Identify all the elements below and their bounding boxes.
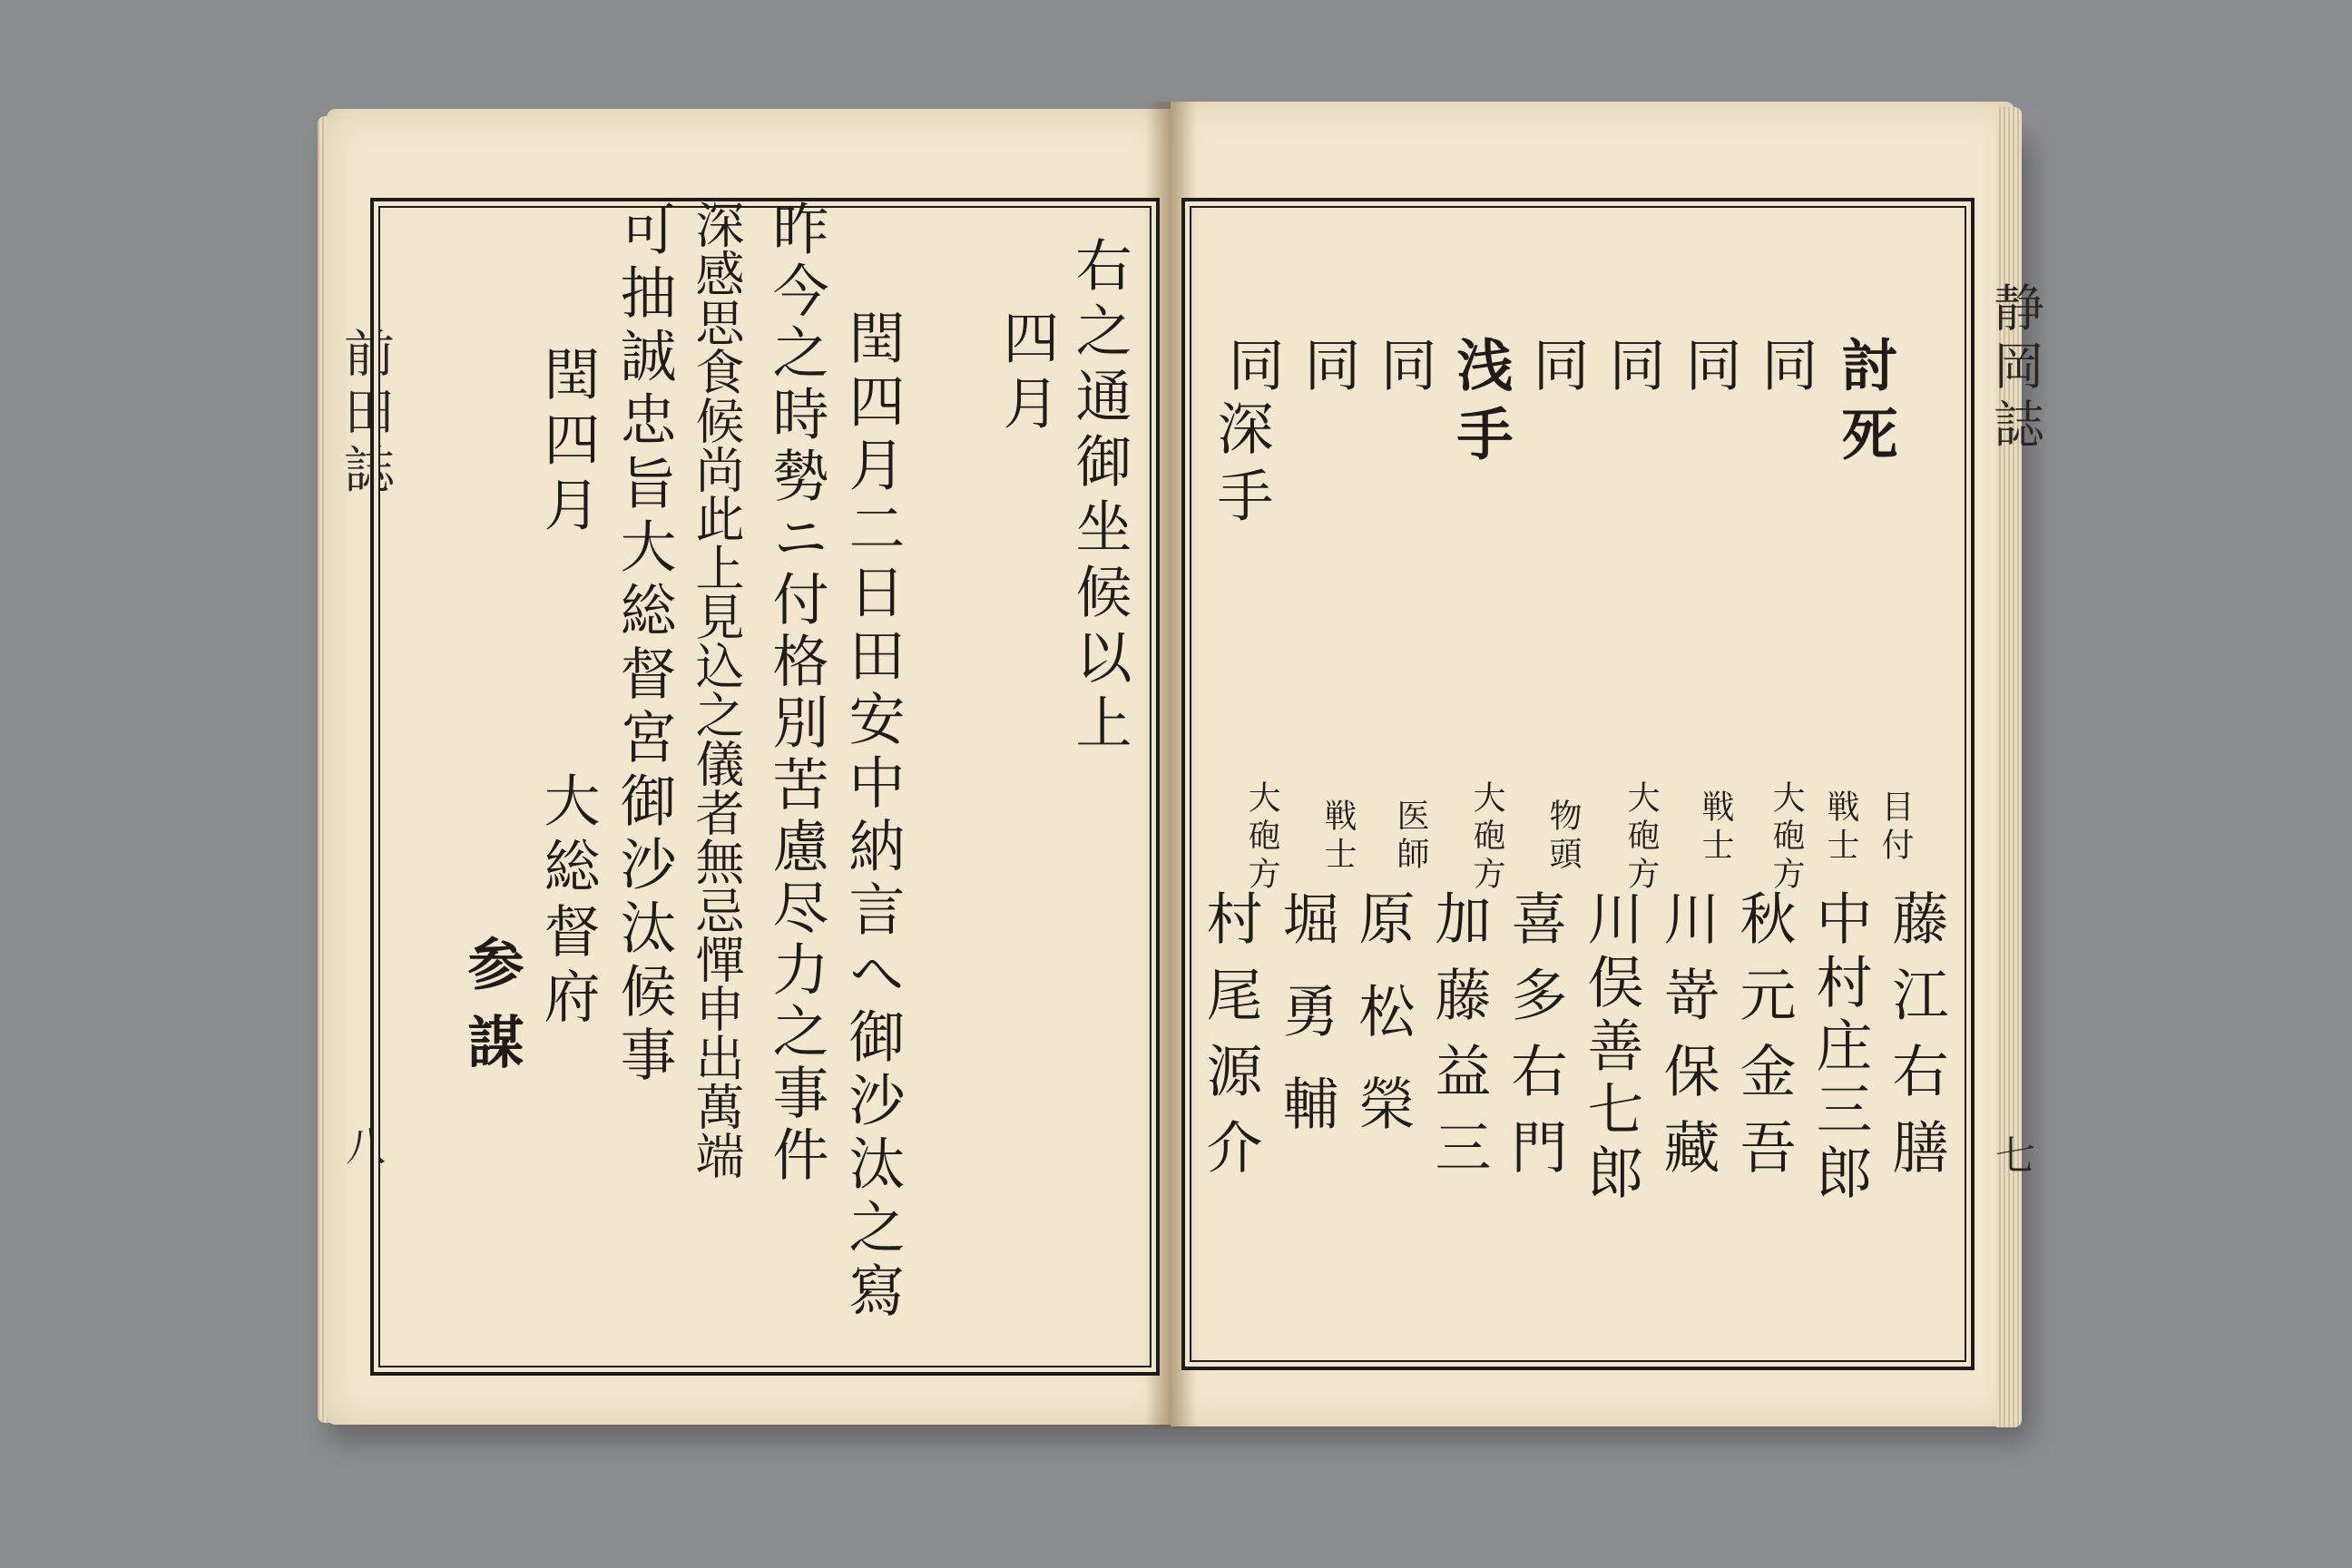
name-1: 藤江右膳	[1883, 889, 1949, 1194]
right-top-col-1: 同	[1752, 336, 1818, 401]
left-column-1: 右之通御坐候以上	[1066, 236, 1132, 759]
left-column-5: 深感思食候尚此上見込之儀者無忌憚申出萬端	[688, 200, 745, 1180]
role-1: 目付	[1877, 789, 1914, 866]
right-top-col-4: 同	[1524, 336, 1590, 401]
right-top-col-9: 深手	[1208, 399, 1274, 534]
name-10: 村尾源介	[1197, 889, 1263, 1194]
left-column-3: 閏四月二日田安中納言へ御沙汰之寫	[839, 309, 906, 1325]
role-6: 物頭	[1544, 799, 1582, 875]
right-header: 討死	[1832, 336, 1898, 474]
right-top-col-2: 同	[1676, 336, 1742, 401]
left-column-6: 可抽誠忠旨大総督宮御沙汰候事	[611, 200, 677, 1089]
left-margin-title: 前田誌	[336, 327, 395, 501]
left-column-9: 参謀	[458, 935, 524, 1091]
right-margin-title: 静岡誌	[1985, 281, 2044, 456]
role-10: 大砲方	[1243, 780, 1280, 895]
role-8: 医師	[1392, 799, 1429, 875]
left-page-number: 八	[338, 1125, 385, 1165]
left-column-4: 昨今之時勢ニ付格別苦慮尽力之事件	[763, 200, 829, 1187]
right-page-number: 七	[1988, 1134, 2034, 1174]
role-9: 戦士	[1319, 799, 1357, 875]
role-2: 戦士	[1822, 789, 1859, 866]
name-8: 原松榮	[1349, 889, 1416, 1167]
left-column-7: 閏四月	[534, 345, 601, 541]
name-2: 中村庄三郎	[1807, 889, 1873, 1207]
name-7: 加藤益三	[1426, 889, 1492, 1194]
role-4: 戦士	[1697, 789, 1734, 866]
role-7: 大砲方	[1468, 780, 1505, 895]
name-4: 川嵜保藏	[1654, 889, 1720, 1194]
name-3: 秋元金吾	[1730, 889, 1797, 1194]
name-6: 喜多右門	[1502, 889, 1568, 1194]
right-top-col-7: 同	[1295, 336, 1361, 401]
role-3: 大砲方	[1768, 780, 1805, 895]
right-top-col-6: 同	[1371, 336, 1437, 401]
name-9: 堀勇輔	[1273, 889, 1339, 1167]
left-column-2: 四月	[994, 309, 1060, 439]
right-top-col-8: 同	[1219, 336, 1285, 401]
right-top-col-5: 浅手	[1447, 336, 1514, 474]
role-5: 大砲方	[1622, 780, 1660, 895]
left-column-8: 大総督府	[534, 771, 601, 1033]
name-5: 川俣善七郎	[1578, 889, 1644, 1207]
right-top-col-3: 同	[1600, 336, 1666, 401]
